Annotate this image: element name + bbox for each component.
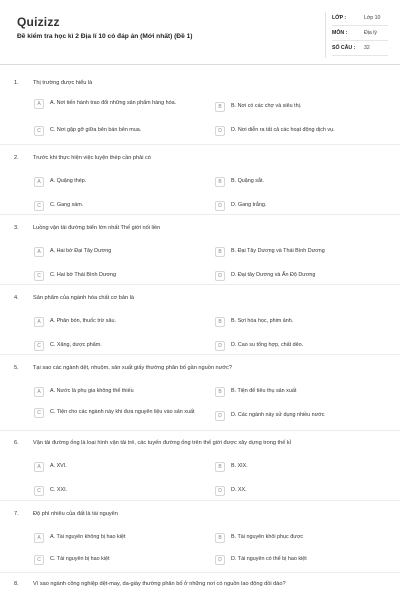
question-separator	[0, 572, 400, 573]
option-text: C. Nơi gặp gỡ giữa bên bán bên mua.	[50, 127, 142, 133]
header-divider	[0, 64, 400, 65]
option-b[interactable]	[215, 531, 379, 549]
option-text: D. Gang trắng.	[231, 202, 267, 208]
option-letter-box: A	[34, 99, 44, 109]
question-number: 6.	[14, 440, 19, 446]
option-letter-box: B	[215, 387, 225, 397]
option-b[interactable]	[215, 100, 379, 118]
option-text: B. Tài nguyên khôi phục được	[231, 534, 304, 540]
option-text: A. Quặng thép.	[50, 178, 87, 184]
meta-row-grade	[332, 12, 388, 26]
question-number: 2.	[14, 155, 19, 161]
meta-key: MÔN :	[332, 30, 348, 36]
option-letter-box: C	[34, 271, 44, 281]
option-text: A. Phân bón, thuốc trừ sâu.	[50, 318, 116, 324]
option-d[interactable]	[215, 124, 379, 142]
worksheet-header	[0, 0, 400, 64]
option-letter-box: B	[215, 462, 225, 472]
question-separator	[0, 284, 400, 285]
option-text: C. Xăng, dược phẩm.	[50, 342, 102, 348]
question-separator	[0, 500, 400, 501]
option-text: D. Các ngành này sử dụng nhiều nước	[231, 412, 325, 418]
option-text: D. Nơi diễn ra tất cả các hoạt động dịch vụ.	[231, 127, 335, 133]
option-text: D. XX.	[231, 487, 247, 493]
option-letter-box: A	[34, 317, 44, 327]
option-text: A. Nước là phụ gia không thể thiếu	[50, 388, 134, 394]
option-letter-box: D	[215, 341, 225, 351]
option-text: C. Tài nguyên bị hao kiệt	[50, 556, 110, 562]
meta-value: 32	[364, 45, 370, 51]
option-b[interactable]	[215, 460, 379, 478]
option-letter-box: C	[34, 341, 44, 351]
option-letter-box: B	[215, 102, 225, 112]
question-text: Vận tải đường ống là loại hình vận tải trẻ, các tuyến đường ống trên thế giới được xây dựng trong thế kỉ	[33, 440, 291, 446]
meta-row-subject	[332, 27, 388, 41]
question-separator	[0, 430, 400, 431]
question-separator	[0, 354, 400, 355]
option-a[interactable]	[34, 315, 198, 333]
option-letter-box: D	[215, 271, 225, 281]
option-letter-box: C	[34, 408, 44, 418]
meta-value: Địa lý	[364, 30, 377, 36]
option-letter-box: A	[34, 387, 44, 397]
option-letter-box: B	[215, 177, 225, 187]
option-a[interactable]	[34, 245, 198, 263]
question-text: Sản phẩm của ngành hóa chất cơ bản là	[33, 295, 135, 301]
option-letter-box: C	[34, 486, 44, 496]
option-text: C. XXI.	[50, 487, 68, 493]
question-number: 7.	[14, 511, 19, 517]
option-text: A. Tài nguyên không bị hao kiệt	[50, 534, 126, 540]
option-letter-box: C	[34, 555, 44, 565]
option-text: A. Nơi tiến hành trao đổi những sản phẩm hàng hóa.	[50, 100, 177, 106]
option-text: B. Nơi có các chợ và siêu thị.	[231, 103, 302, 109]
option-letter-box: B	[215, 247, 225, 257]
question-text: Tại sao các ngành dệt, nhuộm, sản xuất giấy thường phân bố gần nguồn nước?	[33, 365, 232, 371]
option-text: B. Tiện để tiêu thụ sản xuất	[231, 388, 297, 394]
option-letter-box: A	[34, 533, 44, 543]
option-text: B. Đại Tây Dương và Thái Bình Dương	[231, 248, 325, 254]
option-a[interactable]	[34, 97, 198, 119]
question-number: 4.	[14, 295, 19, 301]
question-text: Độ phì nhiêu của đất là tài nguyên	[33, 511, 118, 517]
option-b[interactable]	[215, 245, 379, 263]
option-text: B. Quặng sắt.	[231, 178, 264, 184]
option-letter-box: B	[215, 317, 225, 327]
option-text: C. Tiện cho các ngành này khi đưa nguyên liệu vào sản xuất	[50, 409, 195, 415]
option-text: A. XVI.	[50, 463, 67, 469]
question-text: Luồng vận tải đường biển lớn nhất Thế giới nối liền	[33, 225, 161, 231]
question-text: Vì sao ngành công nghiệp dệt-may, da-giày thường phân bố ở những nơi có nguồn lao động dồi dào?	[33, 581, 286, 587]
option-a[interactable]	[34, 175, 198, 193]
option-d[interactable]	[215, 409, 379, 427]
question-text: Trước khi thực hiện việc luyện thép cần phải có	[33, 155, 151, 161]
option-letter-box: D	[215, 486, 225, 496]
option-letter-box: A	[34, 462, 44, 472]
option-text: C. Gang xám.	[50, 202, 84, 208]
option-a[interactable]	[34, 385, 198, 403]
question-number: 3.	[14, 225, 19, 231]
question-number: 5.	[14, 365, 19, 371]
option-text: B. XIX.	[231, 463, 248, 469]
question-separator	[0, 214, 400, 215]
option-b[interactable]	[215, 175, 379, 193]
option-b[interactable]	[215, 385, 379, 403]
question-number: 1.	[14, 80, 19, 86]
meta-key: SỐ CÂU :	[332, 45, 356, 51]
option-letter-box: C	[34, 201, 44, 211]
option-text: D. Tài nguyên có thể bị hao kiệt	[231, 556, 307, 562]
option-c[interactable]	[34, 406, 198, 428]
option-text: D. Đại tây Dương và Ấn Độ Dương	[231, 272, 316, 278]
question-separator	[0, 144, 400, 145]
option-a[interactable]	[34, 531, 198, 549]
option-text: B. Sợi hóa học, phim ảnh.	[231, 318, 294, 324]
option-text: D. Cao su tổng hợp, chất dẻo.	[231, 342, 304, 348]
option-letter-box: D	[215, 411, 225, 421]
option-a[interactable]	[34, 460, 198, 478]
option-letter-box: A	[34, 247, 44, 257]
meta-box	[325, 12, 387, 58]
option-b[interactable]	[215, 315, 379, 333]
option-text: C. Hai bờ Thái Bình Dương	[50, 272, 117, 278]
quizizz-logo: Quizizz	[17, 15, 60, 29]
option-c[interactable]	[34, 553, 198, 571]
option-text: A. Hai bờ Đại Tây Dương	[50, 248, 112, 254]
question-number: 8.	[14, 581, 19, 587]
option-letter-box: D	[215, 201, 225, 211]
meta-row-count	[332, 42, 388, 56]
page-title: Đề kiểm tra học kì 2 Địa lí 10 có đáp án (Mới nhất) (Đề 1)	[17, 33, 193, 40]
option-letter-box: D	[215, 555, 225, 565]
option-c[interactable]	[34, 124, 198, 142]
meta-value: Lớp 10	[364, 15, 381, 21]
option-letter-box: B	[215, 533, 225, 543]
question-text: Thị trường được hiểu là	[33, 80, 93, 86]
option-letter-box: D	[215, 126, 225, 136]
option-letter-box: A	[34, 177, 44, 187]
meta-key: LỚP :	[332, 15, 347, 21]
option-letter-box: C	[34, 126, 44, 136]
option-d[interactable]	[215, 553, 379, 571]
